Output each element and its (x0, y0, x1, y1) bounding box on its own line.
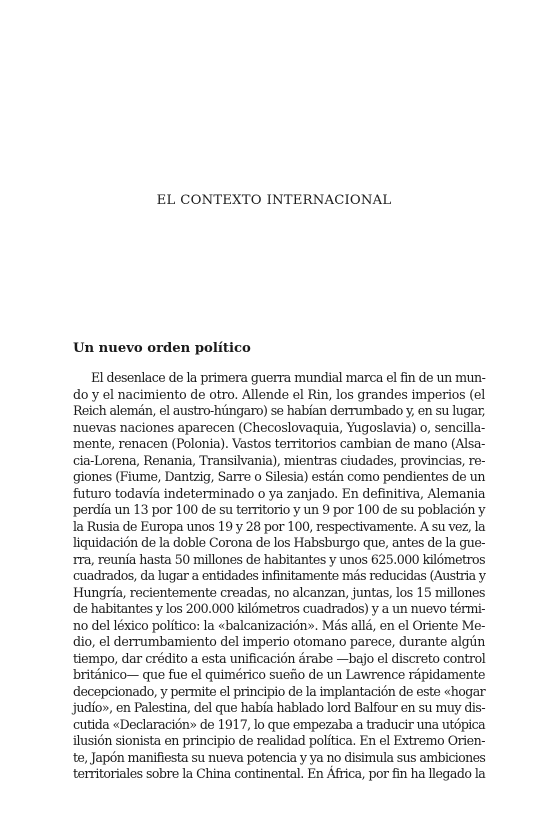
text-line: de habitantes y los 200.000 kilómetros cuadrados) y a un nuevo térmi- (73, 601, 485, 616)
text-line: cutida «Declaración» de 1917, lo que empezaba a traducir una utópica (73, 716, 486, 732)
text-line: decepcionado, y permite el principio de la implantación de este «hogar (73, 683, 486, 699)
text-line: futuro todavía indeterminado o ya zanjado. En definitiva, Alemania (73, 485, 486, 501)
body-paragraph (73, 370, 485, 783)
text-line: británico— que fue el quimérico sueño de un Lawrence rápidamente (73, 667, 486, 682)
text-line: dio, el derrumbamiento del imperio otomano parece, durante algún (73, 634, 485, 649)
text-line: territoriales sobre la China continental. En África, por fin ha llegado la (73, 766, 486, 781)
text-line: la Rusia de Europa unos 19 y 28 por 100, respectivamente. A su vez, la (73, 518, 485, 534)
text-line: perdía un 13 por 100 de su territorio y un 9 por 100 de su población y (73, 502, 486, 517)
text-line: rra, reunía hasta 50 millones de habitantes y unos 625.000 kilómetros (73, 551, 485, 567)
text-line: Reich alemán, el austro-húngaro) se habían derrumbado y, en su lugar, (73, 403, 486, 418)
text-line: cia-Lorena, Renania, Transilvania), mientras ciudades, provincias, re- (73, 452, 485, 468)
text-line: no del léxico político: la «balcanización». Más allá, en el Oriente Me- (73, 617, 485, 633)
text-line: do y el nacimiento de otro. Allende el Rin, los grandes imperios (el (73, 386, 486, 402)
text-line: ilusión sionista en principio de realidad política. En el Extremo Orien- (73, 733, 485, 748)
text-line: nuevas naciones aparecen (Checoslovaquia, Yugoslavia) o, sencilla- (73, 419, 485, 435)
text-line: Hungría, recientemente creadas, no alcanzan, juntas, los 15 millones (73, 584, 485, 600)
text-line: tiempo, dar crédito a esta unificación árabe —bajo el discreto control (73, 650, 486, 666)
text-line: mente, renacen (Polonia). Vastos territorios cambian de mano (Alsa- (73, 436, 486, 451)
text-line: te, Japón manifiesta su nueva potencia y ya no disimula sus ambiciones (73, 749, 486, 765)
text-line: El desenlace de la primera guerra mundial marca el fin de un mun- (91, 370, 486, 385)
text-line: cuadrados, da lugar a entidades infinitamente más reducidas (Austria y (73, 568, 486, 583)
text-line: liquidación de la doble Corona de los Habsburgo que, antes de la gue- (73, 535, 485, 550)
chapter-title: EL CONTEXTO INTERNACIONAL (156, 193, 392, 208)
section-heading: Un nuevo orden político (73, 341, 251, 356)
text-line: giones (Fiume, Dantzig, Sarre o Silesia) están como pendientes de un (73, 469, 485, 484)
text-line: judío», en Palestina, del que había hablado lord Balfour en su muy dis- (73, 700, 486, 715)
